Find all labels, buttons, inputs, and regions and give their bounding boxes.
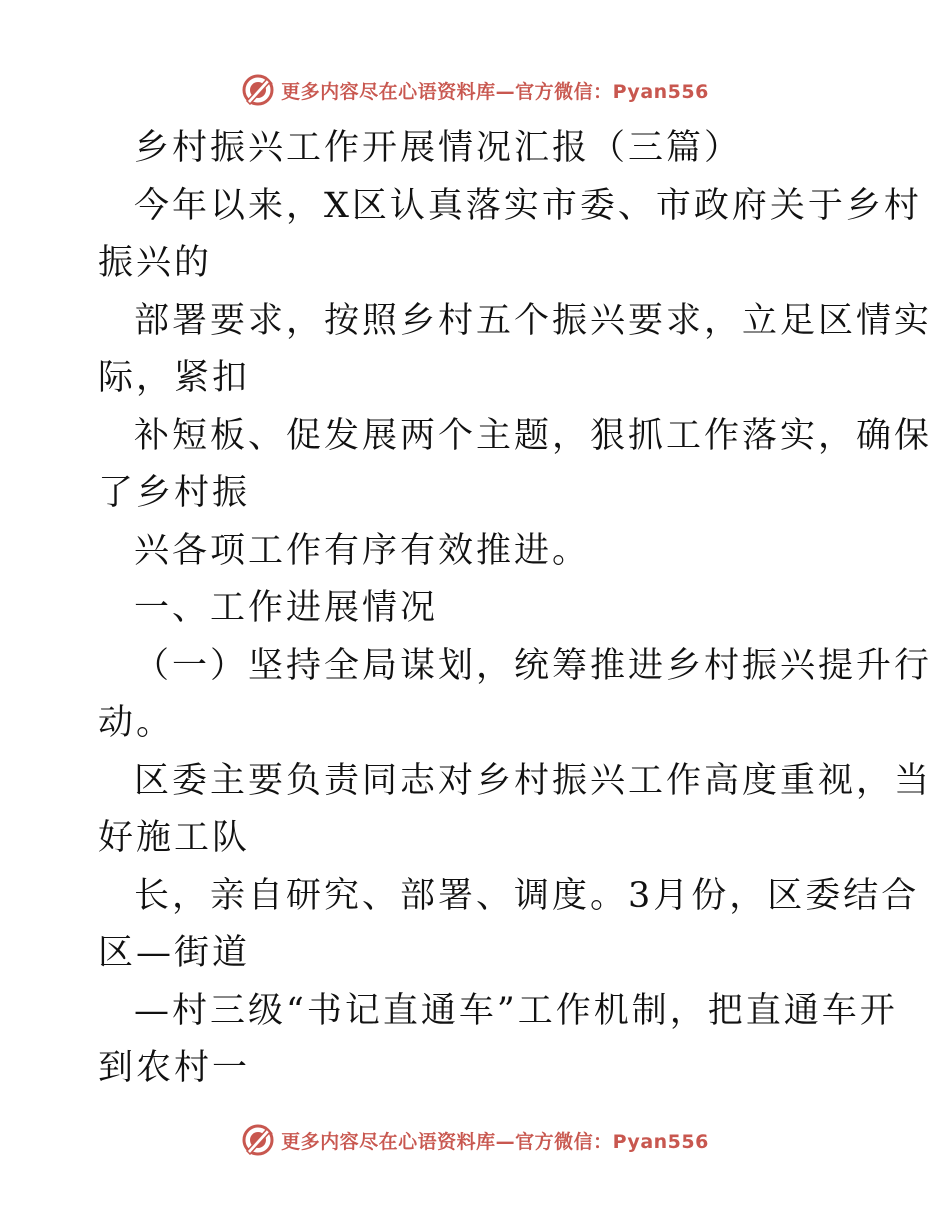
text-line: 兴各项工作有序有效推进。: [134, 530, 591, 571]
text-line: 了乡村振: [98, 473, 251, 513]
footer-banner: [0, 1120, 950, 1160]
quill-seal-logo-icon: [241, 1123, 275, 1157]
text-line: 一、工作进展情况: [134, 588, 439, 628]
text-line: 区委主要负责同志对乡村振兴工作高度重视，当: [134, 760, 933, 801]
text-line: 长，亲自研究、部署、调度。3月份，区委结合: [134, 875, 920, 916]
text-line: 振兴的: [98, 243, 213, 283]
text-line: —村三级“书记直通车”工作机制，把直通车开: [134, 990, 898, 1031]
banner-text: 更多内容尽在心语资料库—官方微信：Pyan556: [281, 80, 709, 103]
text-line: 动。: [98, 703, 175, 743]
text-line: 区—街道: [98, 933, 251, 973]
text-line: 部署要求，按照乡村五个振兴要求，立足区情实: [134, 300, 933, 341]
text-line: （一）坚持全局谋划，统筹推进乡村振兴提升行: [134, 645, 933, 686]
text-line: 到农村一: [98, 1048, 251, 1088]
text-line: 乡村振兴工作开展情况汇报（三篇）: [134, 128, 743, 168]
quill-seal-logo-icon: [241, 73, 275, 107]
text-line: 补短板、促发展两个主题，狠抓工作落实，确保: [134, 415, 933, 456]
text-line: 今年以来，X区认真落实市委、市政府关于乡村: [134, 185, 922, 226]
text-line: 际，紧扣: [98, 358, 251, 398]
banner-text: 更多内容尽在心语资料库—官方微信：Pyan556: [281, 1130, 709, 1153]
document-body: [98, 120, 933, 1098]
header-banner: [0, 70, 950, 110]
text-line: 好施工队: [98, 818, 251, 858]
